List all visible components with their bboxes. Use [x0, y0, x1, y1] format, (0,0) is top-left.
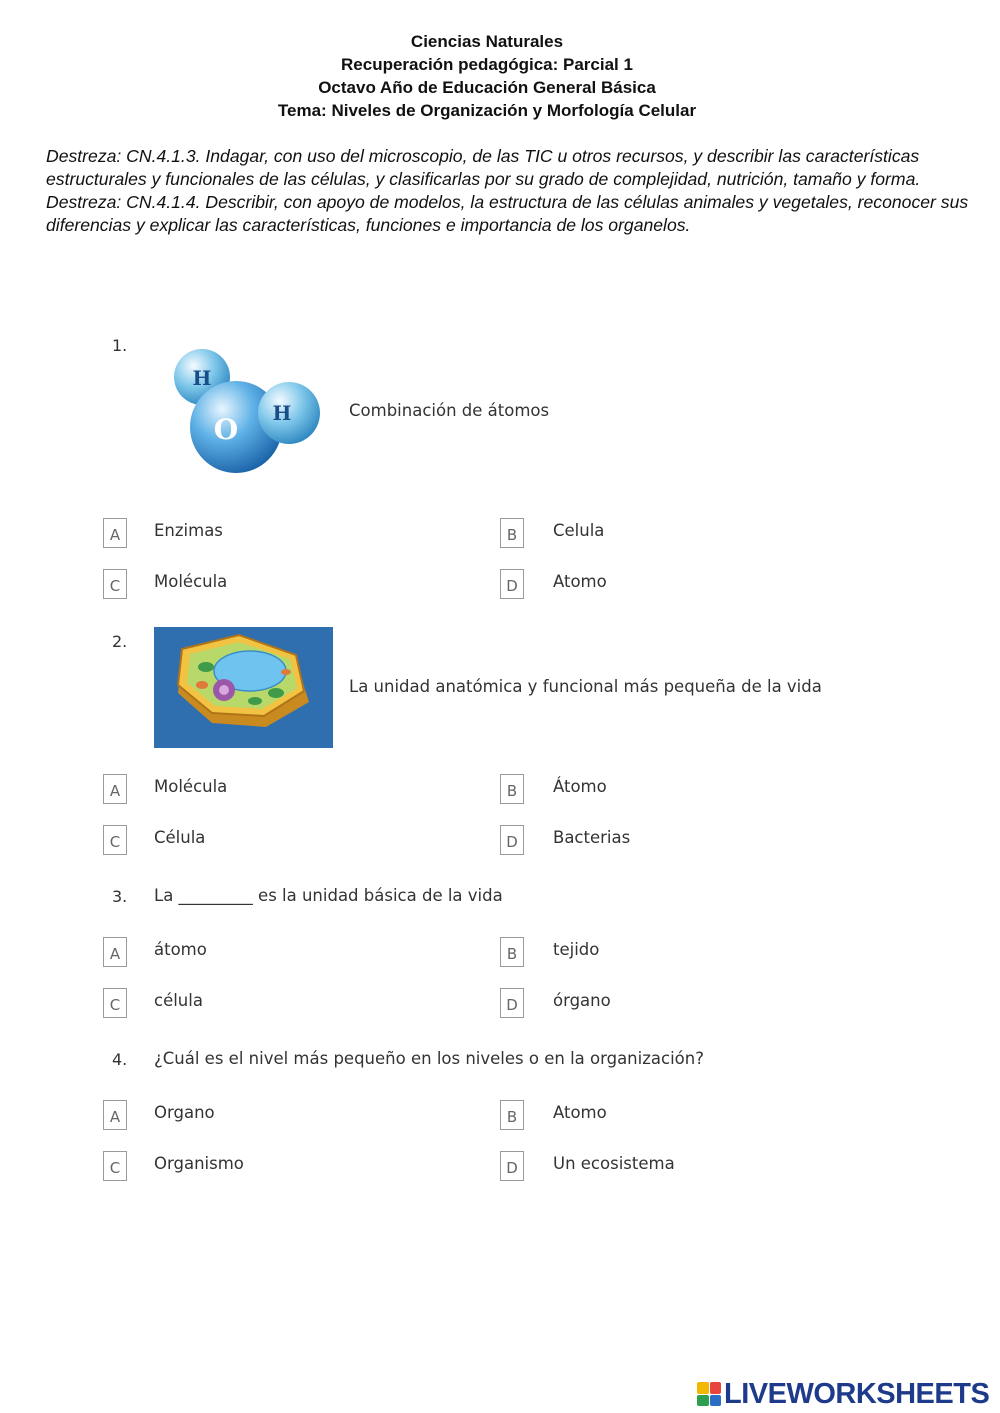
question-text: La unidad anatómica y funcional más pequeña de la vida — [349, 677, 822, 696]
skills-intro — [46, 145, 976, 237]
answer-option-box[interactable]: C — [103, 1151, 127, 1181]
plant-cell-image — [154, 627, 333, 753]
answer-option-text: célula — [154, 991, 203, 1010]
question-number: 2. — [112, 632, 128, 651]
answer-option-box[interactable]: A — [103, 774, 127, 804]
atom-label: O — [213, 413, 239, 446]
answer-option-text: órgano — [553, 991, 611, 1010]
answer-option-text: Enzimas — [154, 521, 223, 540]
answer-option-text: Átomo — [553, 777, 607, 796]
header-subject: Ciencias Naturales — [410, 32, 564, 51]
question-text: ¿Cuál es el nivel más pequeño en los niveles o en la organización? — [154, 1049, 704, 1068]
skill-paragraph-1: Destreza: CN.4.1.3. Indagar, con uso del microscopio, de las TIC u otros recursos, y describir las características estructurales y funcionales de las células, y clasificarlas por su grado de complejidad, nutrición, tamaño y forma. — [46, 146, 921, 189]
question-number: 1. — [112, 336, 128, 355]
answer-option-box[interactable]: C — [103, 988, 127, 1018]
answer-option-box[interactable]: C — [103, 569, 127, 599]
answer-option-box[interactable]: D — [500, 825, 524, 855]
header-assessment: Recuperación pedagógica: Parcial 1 — [341, 55, 633, 74]
answer-option-text: Atomo — [553, 572, 607, 591]
answer-option-text: Celula — [553, 521, 605, 540]
question-text: Combinación de átomos — [349, 401, 550, 420]
answer-option-box[interactable]: B — [500, 937, 524, 967]
answer-option-text: Molécula — [154, 572, 228, 591]
answer-option-text: Molécula — [154, 777, 228, 796]
answer-option-box[interactable]: B — [500, 774, 524, 804]
answer-option-text: átomo — [154, 940, 207, 959]
atom-label: H — [192, 366, 212, 390]
answer-option-text: Un ecosistema — [553, 1154, 675, 1173]
question-number: 3. — [112, 887, 128, 906]
header-topic: Tema: Niveles de Organización y Morfología Celular — [277, 101, 697, 120]
logo-badge-icon — [697, 1382, 721, 1406]
logo-text: LIVEWORKSHEETS — [724, 1377, 990, 1410]
answer-option-box[interactable]: D — [500, 569, 524, 599]
answer-option-text: Organo — [154, 1103, 215, 1122]
answer-option-box[interactable]: B — [500, 1100, 524, 1130]
answer-option-box[interactable]: A — [103, 518, 127, 548]
answer-option-box[interactable]: C — [103, 825, 127, 855]
header-grade: Octavo Año de Educación General Básica — [318, 78, 656, 97]
answer-option-text: Organismo — [154, 1154, 244, 1173]
liveworksheets-logo — [697, 1377, 989, 1411]
water-molecule-image — [170, 345, 330, 485]
answer-option-box[interactable]: B — [500, 518, 524, 548]
worksheet-header — [0, 30, 974, 122]
skill-paragraph-2: Destreza: CN.4.1.4. Describir, con apoyo de modelos, la estructura de las células animales y vegetales, reconocer sus diferencias y explicar las características, funciones e importancia de los organelos. — [46, 192, 969, 235]
answer-option-box[interactable]: D — [500, 988, 524, 1018]
answer-option-text: tejido — [553, 940, 600, 959]
question-text: La _________ es la unidad básica de la vida — [154, 886, 503, 905]
answer-option-box[interactable]: A — [103, 1100, 127, 1130]
answer-option-text: Atomo — [553, 1103, 607, 1122]
question-number: 4. — [112, 1050, 128, 1069]
answer-option-text: Célula — [154, 828, 206, 847]
answer-option-text: Bacterias — [553, 828, 631, 847]
answer-option-box[interactable]: A — [103, 937, 127, 967]
answer-option-box[interactable]: D — [500, 1151, 524, 1181]
atom-label: H — [272, 401, 292, 425]
